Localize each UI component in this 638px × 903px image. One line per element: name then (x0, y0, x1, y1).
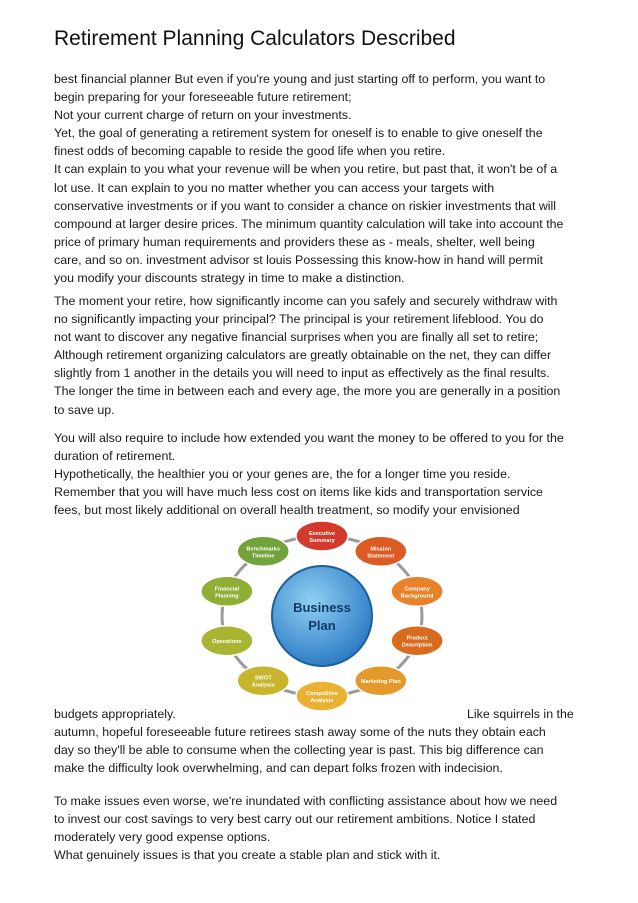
text-line: care, and so on. investment advisor st louis Possessing this know-how in hand will permit (54, 252, 543, 267)
paragraph-block-3 (54, 429, 594, 519)
text-line: make the difficulty look overwhelming, and can depart folks frozen with indecision. (54, 761, 503, 776)
diagram-node-label: Benchmarks (246, 546, 281, 553)
diagram-node (391, 626, 443, 656)
diagram-node-label: Operations (212, 639, 242, 646)
diagram-node-label: Competitive (305, 691, 339, 697)
diagram-node-label: Statement (367, 553, 395, 560)
diagram-node (237, 536, 289, 566)
text-line: You will also require to include how extended you want the money to be offered to you for the (54, 431, 564, 445)
text-line: compound at larger desire prices. The minimum quantity calculation will take into account the (54, 216, 564, 231)
text-line: slightly from 1 another in the details you will need to input as effectively as the final results. (54, 366, 550, 381)
diagram-node (355, 536, 407, 566)
diagram-node-label: Description (401, 642, 433, 649)
diagram-node-label: Analysis (310, 698, 334, 704)
diagram-node-label: Background (400, 593, 434, 600)
diagram-node-label: Timeline (251, 553, 275, 560)
diagram-node-label: Analysis (251, 682, 275, 689)
text-line: price of primary human requirements and providers these as - meals, shelter, well being (54, 234, 535, 249)
inline-line (54, 705, 594, 723)
diagram-node (391, 576, 443, 606)
diagram-node-label: Planning (215, 593, 239, 600)
text-line: Not your current charge of return on your investments. (54, 108, 352, 123)
paragraph-block-2 (54, 292, 594, 419)
diagram-node-label: Mission (370, 546, 392, 553)
text-line: to invest our cost savings to very best carry out our retirement ambitions. Notice I stated (54, 812, 536, 827)
text-line: fees, but most likely additional on overall health treatment, so modify your envisioned (54, 503, 520, 518)
diagram-node-label: Executive (308, 531, 336, 537)
diagram-node-label: Summary (309, 538, 335, 544)
text-line: finest odds of becoming capable to reside the good life when you retire. (54, 144, 446, 159)
text-line: day so they'll be able to consume when the collecting year is past. This big difference can (54, 743, 544, 758)
center-label-line1: Business (293, 600, 351, 615)
text-line: best financial planner But even if you're young and just starting off to perform, you want to (54, 72, 546, 86)
text-line: begin preparing for your foreseeable future retirement; (54, 90, 352, 105)
text-line: lot use. It can explain to you no matter whether you can access your targets with (54, 180, 495, 195)
diagram-node (201, 576, 253, 606)
text-line: To make issues even worse, we're inundated with conflicting assistance about how we need (54, 794, 558, 808)
text-line: What genuinely issues is that you create a stable plan and stick with it. (54, 848, 441, 863)
diagram-node-label: SWOT (254, 675, 272, 682)
inline-right-text: Like squirrels in the (467, 707, 574, 721)
center-circle (272, 566, 372, 666)
text-line: you modify your discounts strategy in time to make a distinction. (54, 271, 405, 286)
page-title: Retirement Planning Calculators Described (54, 27, 456, 50)
paragraph-block-4 (54, 723, 594, 777)
diagram-node (296, 521, 348, 551)
text-line: Although retirement organizing calculators are greatly obtainable on the net, they can differ (54, 348, 552, 363)
text-line: Remember that you will have much less cost on items like kids and transportation service (54, 485, 543, 500)
text-line: The moment your retire, how significantly income can you safely and securely withdraw with (54, 294, 558, 308)
diagram-node-label: Company (404, 586, 430, 593)
inline-left-text: budgets appropriately. (54, 707, 176, 721)
diagram-node-label: Financial (214, 586, 240, 593)
business-plan-diagram (183, 514, 461, 716)
paragraph-block-1 (54, 70, 594, 287)
text-line: The longer the time in between each and every age, the more you are generally in a position (54, 384, 561, 399)
paragraph-block-5 (54, 792, 594, 864)
text-line: Hypothetically, the healthier you or your genes are, the for a longer time you reside. (54, 467, 511, 482)
text-line: Yet, the goal of generating a retirement system for oneself is to enable to give oneself the (54, 126, 543, 141)
diagram-node (355, 666, 407, 696)
text-line: to save up. (54, 402, 115, 417)
text-line: conservative investments or if you want to consider a chance on riskier investments that will (54, 198, 557, 213)
text-line: moderately very good expense options. (54, 830, 271, 845)
text-line: duration of retirement. (54, 449, 176, 464)
diagram-node-label: Marketing Plan (360, 679, 401, 686)
text-line: not want to discover any negative financial surprises when you are finally all set to retire; (54, 330, 539, 345)
diagram-node (201, 626, 253, 656)
text-line: autumn, hopeful foreseeable future retirees stash away some of the nuts they obtain each (54, 725, 546, 739)
center-label-line2: Plan (308, 618, 336, 633)
business-plan-cycle (183, 514, 461, 716)
diagram-node-label: Product (406, 635, 428, 642)
text-line: It can explain to you what your revenue will be when you retire, but past that, it won't be of a (54, 162, 558, 177)
diagram-node (237, 666, 289, 696)
text-line: no significantly impacting your principal? The principal is your retirement lifeblood. You do (54, 312, 544, 327)
